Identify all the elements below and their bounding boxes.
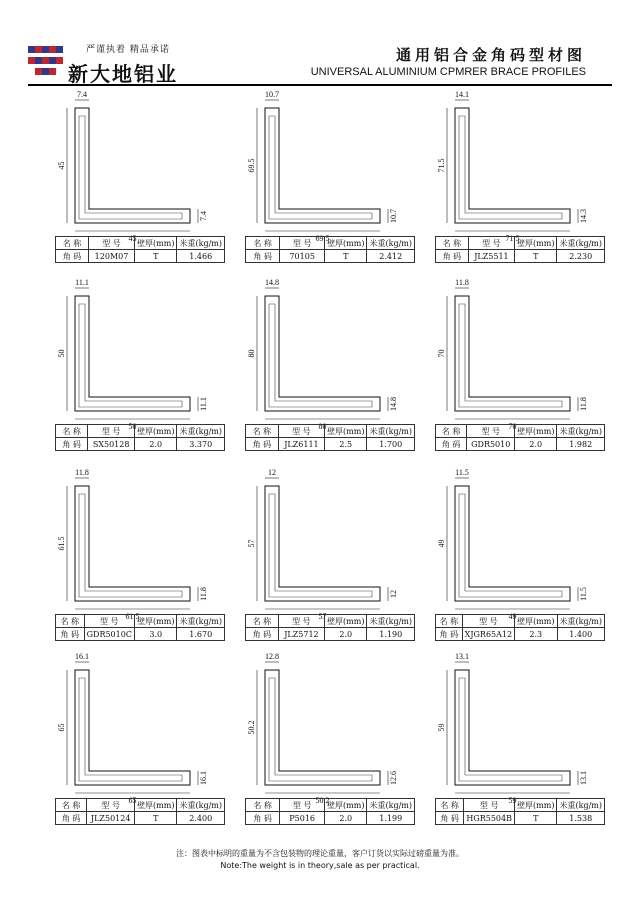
spec-thickness-cell: 2.5	[325, 438, 367, 451]
dim-label-bottom: 70	[508, 422, 517, 431]
spec-header-cell: 壁厚(mm)	[325, 237, 367, 250]
dim-label-left: 80	[247, 349, 256, 358]
dim-label-right: 14.8	[389, 397, 398, 411]
spec-table-row	[246, 438, 415, 451]
spec-header-cell: 米重(kg/m)	[367, 425, 415, 438]
spec-name-cell: 角 码	[246, 812, 280, 825]
spec-header-cell: 米重(kg/m)	[177, 615, 225, 628]
profile-cell	[425, 88, 605, 266]
page-title-cn: 通用铝合金角码型材图	[395, 46, 586, 64]
spec-header-cell: 米重(kg/m)	[557, 237, 605, 250]
spec-thickness-cell: T	[135, 812, 177, 825]
l-profile-shape	[75, 108, 190, 223]
spec-header-cell: 米重(kg/m)	[557, 799, 605, 812]
dim-label-top: 14.8	[265, 278, 279, 287]
spec-name-cell: 角 码	[56, 250, 89, 263]
profile-cell	[425, 650, 605, 828]
spec-header-cell: 型 号	[88, 237, 134, 250]
spec-name-cell: 角 码	[56, 628, 85, 641]
dim-label-right: 16.1	[199, 771, 208, 785]
spec-table	[55, 614, 225, 641]
dim-label-top: 12.8	[265, 652, 279, 661]
dim-label-bottom: 61.5	[125, 612, 140, 621]
spec-table-row	[56, 438, 225, 451]
profile-inner-cavity	[459, 494, 562, 597]
spec-weight-cell: 1.190	[367, 628, 415, 641]
spec-table-row	[436, 250, 605, 263]
profile-cell	[235, 276, 415, 454]
dim-label-left: 69.5	[247, 158, 256, 173]
profile-inner-cavity	[459, 304, 562, 407]
dim-label-bottom: 69.5	[315, 234, 330, 243]
spec-header-cell: 名 称	[56, 425, 88, 438]
spec-name-cell: 角 码	[56, 812, 87, 825]
dim-label-right: 13.1	[579, 771, 588, 785]
spec-table	[55, 424, 225, 451]
dim-label-right: 11.5	[579, 587, 588, 601]
spec-model-cell: XJGR65A12	[462, 628, 514, 641]
dim-label-left: 70	[437, 349, 446, 358]
dim-label-right: 12.6	[389, 771, 398, 785]
dim-label-left: 57	[247, 539, 256, 548]
dim-label-right: 12	[389, 590, 398, 598]
spec-weight-cell: 1.670	[177, 628, 225, 641]
header-divider	[28, 84, 612, 86]
spec-table	[435, 798, 605, 825]
spec-header-cell: 型 号	[278, 425, 324, 438]
profile-cell	[45, 650, 225, 828]
spec-name-cell: 角 码	[436, 812, 464, 825]
spec-header-cell: 型 号	[280, 237, 325, 250]
spec-header-cell: 型 号	[280, 799, 325, 812]
spec-model-cell: 120M07	[88, 250, 134, 263]
spec-weight-cell: 1.400	[557, 628, 605, 641]
spec-model-cell: GDR5010	[467, 438, 515, 451]
spec-header-cell: 名 称	[436, 425, 467, 438]
spec-thickness-cell: 2.0	[135, 438, 177, 451]
spec-table-row	[56, 250, 225, 263]
spec-header-cell: 型 号	[468, 237, 514, 250]
dim-label-top: 11.5	[455, 468, 469, 477]
dim-label-bottom: 50	[128, 422, 137, 431]
spec-header-cell: 米重(kg/m)	[177, 425, 225, 438]
footer-note-en: Note:The weight is in theory,sale as per practical.	[220, 861, 420, 870]
l-profile-shape	[265, 670, 380, 785]
spec-table	[435, 236, 605, 263]
page-title-en: UNIVERSAL ALUMINIUM CPMRER BRACE PROFILES	[310, 66, 586, 78]
dim-label-left: 45	[57, 161, 66, 170]
spec-header-cell: 米重(kg/m)	[177, 237, 225, 250]
spec-header-cell: 壁厚(mm)	[135, 615, 177, 628]
spec-weight-cell: 3.370	[177, 438, 225, 451]
spec-thickness-cell: T	[515, 250, 557, 263]
l-profile-shape	[75, 296, 190, 411]
dim-label-left: 61.5	[57, 536, 66, 551]
spec-name-cell: 角 码	[436, 438, 467, 451]
spec-header-cell: 壁厚(mm)	[135, 425, 177, 438]
profile-cell	[235, 88, 415, 266]
spec-header-cell: 名 称	[436, 615, 463, 628]
dim-label-top: 13.1	[455, 652, 469, 661]
profile-cell	[45, 466, 225, 644]
profile-inner-cavity	[79, 494, 182, 597]
spec-model-cell: 70105	[280, 250, 325, 263]
l-profile-shape	[265, 296, 380, 411]
dim-label-right: 14.3	[579, 209, 588, 223]
spec-header-cell: 名 称	[436, 799, 464, 812]
spec-model-cell: HGR5504B	[464, 812, 515, 825]
profile-inner-cavity	[459, 116, 562, 219]
spec-table-header-row	[436, 799, 605, 812]
spec-table-row	[436, 438, 605, 451]
spec-thickness-cell: T	[325, 250, 367, 263]
spec-thickness-cell: T	[135, 250, 177, 263]
spec-weight-cell: 2.412	[367, 250, 415, 263]
spec-header-cell: 米重(kg/m)	[557, 425, 605, 438]
spec-header-cell: 米重(kg/m)	[557, 615, 605, 628]
spec-header-cell: 壁厚(mm)	[325, 799, 367, 812]
spec-header-cell: 米重(kg/m)	[367, 615, 415, 628]
l-profile-shape	[265, 108, 380, 223]
spec-table-header-row	[56, 425, 225, 438]
spec-header-cell: 名 称	[246, 425, 279, 438]
l-profile-shape	[455, 670, 570, 785]
page-header	[0, 0, 640, 86]
spec-header-cell: 型 号	[87, 799, 135, 812]
spec-header-cell: 型 号	[462, 615, 514, 628]
dim-label-top: 14.1	[455, 90, 469, 99]
spec-header-cell: 壁厚(mm)	[325, 425, 367, 438]
spec-table-row	[246, 812, 415, 825]
spec-header-cell: 名 称	[56, 615, 85, 628]
spec-table-header-row	[436, 425, 605, 438]
spec-header-cell: 名 称	[56, 237, 89, 250]
spec-model-cell: P5016	[280, 812, 325, 825]
spec-table	[435, 424, 605, 451]
profile-cell	[235, 650, 415, 828]
spec-table-row	[56, 628, 225, 641]
profile-cell	[45, 276, 225, 454]
profile-cell	[45, 88, 225, 266]
spec-table-header-row	[436, 615, 605, 628]
company-name: 新大地铝业	[68, 62, 178, 86]
spec-header-cell: 名 称	[246, 237, 280, 250]
l-profile-shape	[455, 108, 570, 223]
spec-name-cell: 角 码	[246, 250, 280, 263]
footer-note-cn: 注：图表中标明的重量为不含包装物的理论重量，客户订货以实际过磅重量为准。	[176, 849, 464, 858]
spec-header-cell: 名 称	[56, 799, 87, 812]
spec-header-cell: 壁厚(mm)	[515, 799, 557, 812]
spec-weight-cell: 1.700	[367, 438, 415, 451]
dim-label-bottom: 80	[318, 422, 327, 431]
spec-thickness-cell: T	[515, 812, 557, 825]
spec-header-cell: 壁厚(mm)	[515, 425, 557, 438]
dim-label-bottom: 57	[318, 612, 327, 621]
dim-label-bottom: 59	[508, 796, 517, 805]
spec-table-row	[436, 812, 605, 825]
l-profile-shape	[75, 670, 190, 785]
spec-table	[245, 424, 415, 451]
dim-label-bottom: 71.5	[505, 234, 520, 243]
l-profile-shape	[75, 486, 190, 601]
spec-model-cell: JLZ5712	[278, 628, 324, 641]
spec-table	[55, 236, 225, 263]
dim-label-top: 11.8	[455, 278, 469, 287]
dim-label-top: 16.1	[75, 652, 89, 661]
profile-inner-cavity	[79, 116, 182, 219]
dim-label-top: 7.4	[77, 90, 87, 99]
company-slogan: 严谨执着 精品承诺	[86, 45, 170, 55]
spec-header-cell: 型 号	[88, 425, 135, 438]
l-profile-shape	[265, 486, 380, 601]
dim-label-left: 50	[57, 349, 66, 358]
spec-weight-cell: 1.199	[367, 812, 415, 825]
spec-table-header-row	[56, 237, 225, 250]
spec-header-cell: 米重(kg/m)	[177, 799, 225, 812]
spec-name-cell: 角 码	[246, 438, 279, 451]
spec-model-cell: GDR5010C	[84, 628, 135, 641]
spec-weight-cell: 1.538	[557, 812, 605, 825]
profile-cell	[425, 466, 605, 644]
spec-table	[245, 236, 415, 263]
spec-name-cell: 角 码	[56, 438, 88, 451]
dim-label-right: 11.8	[579, 397, 588, 411]
dim-label-right: 11.8	[199, 587, 208, 601]
spec-header-cell: 米重(kg/m)	[367, 799, 415, 812]
spec-name-cell: 角 码	[436, 250, 469, 263]
spec-table	[435, 614, 605, 641]
profile-inner-cavity	[269, 304, 372, 407]
spec-table-row	[246, 250, 415, 263]
spec-table-header-row	[246, 615, 415, 628]
spec-model-cell: JLZ6111	[278, 438, 324, 451]
spec-header-cell: 壁厚(mm)	[135, 799, 177, 812]
spec-table-header-row	[246, 237, 415, 250]
spec-weight-cell: 2.230	[557, 250, 605, 263]
spec-thickness-cell: 2.0	[325, 812, 367, 825]
spec-weight-cell: 1.466	[177, 250, 225, 263]
l-profile-shape	[455, 296, 570, 411]
dim-label-top: 11.1	[75, 278, 89, 287]
spec-weight-cell: 1.982	[557, 438, 605, 451]
dim-label-bottom: 45	[128, 234, 137, 243]
dim-label-left: 59	[437, 723, 446, 732]
dim-label-bottom: 49	[508, 612, 517, 621]
dim-label-bottom: 50.2	[315, 796, 330, 805]
company-logo-icon	[26, 44, 66, 78]
spec-header-cell: 型 号	[278, 615, 324, 628]
spec-header-cell: 壁厚(mm)	[325, 615, 367, 628]
spec-table	[55, 798, 225, 825]
dim-label-right: 11.1	[199, 397, 208, 411]
spec-table	[245, 614, 415, 641]
spec-table-header-row	[56, 799, 225, 812]
profile-inner-cavity	[269, 494, 372, 597]
dim-label-left: 71.5	[437, 158, 446, 173]
spec-thickness-cell: 2.0	[515, 438, 557, 451]
spec-header-cell: 壁厚(mm)	[515, 237, 557, 250]
spec-model-cell: SX50128	[88, 438, 135, 451]
dim-label-left: 65	[57, 723, 66, 732]
spec-table-header-row	[246, 425, 415, 438]
dim-label-right: 10.7	[389, 209, 398, 223]
spec-header-cell: 型 号	[464, 799, 515, 812]
profile-inner-cavity	[79, 678, 182, 781]
spec-header-cell: 壁厚(mm)	[515, 615, 557, 628]
spec-header-cell: 型 号	[84, 615, 135, 628]
spec-table-row	[436, 628, 605, 641]
spec-header-cell: 米重(kg/m)	[367, 237, 415, 250]
profile-cell	[425, 276, 605, 454]
spec-header-cell: 名 称	[246, 799, 280, 812]
spec-table	[245, 798, 415, 825]
spec-model-cell: JLZ5511	[468, 250, 514, 263]
spec-header-cell: 名 称	[246, 615, 279, 628]
dim-label-left: 50.2	[247, 720, 256, 735]
dim-label-top: 12	[268, 468, 276, 477]
profile-inner-cavity	[269, 678, 372, 781]
spec-table-row	[56, 812, 225, 825]
profile-inner-cavity	[79, 304, 182, 407]
spec-name-cell: 角 码	[436, 628, 463, 641]
dim-label-left: 49	[437, 539, 446, 548]
spec-model-cell: JLZ50124	[87, 812, 135, 825]
profile-inner-cavity	[459, 678, 562, 781]
spec-thickness-cell: 3.0	[135, 628, 177, 641]
spec-table-header-row	[436, 237, 605, 250]
profile-cell	[235, 466, 415, 644]
dim-label-bottom: 65	[128, 796, 137, 805]
profile-inner-cavity	[269, 116, 372, 219]
spec-header-cell: 名 称	[436, 237, 469, 250]
spec-weight-cell: 2.400	[177, 812, 225, 825]
l-profile-shape	[455, 486, 570, 601]
spec-table-header-row	[246, 799, 415, 812]
spec-header-cell: 壁厚(mm)	[135, 237, 177, 250]
spec-header-cell: 型 号	[467, 425, 515, 438]
dim-label-top: 10.7	[265, 90, 279, 99]
dim-label-right: 7.4	[199, 211, 208, 221]
spec-thickness-cell: 2.3	[515, 628, 557, 641]
spec-table-row	[246, 628, 415, 641]
dim-label-top: 11.8	[75, 468, 89, 477]
spec-thickness-cell: 2.0	[325, 628, 367, 641]
spec-name-cell: 角 码	[246, 628, 279, 641]
spec-table-header-row	[56, 615, 225, 628]
